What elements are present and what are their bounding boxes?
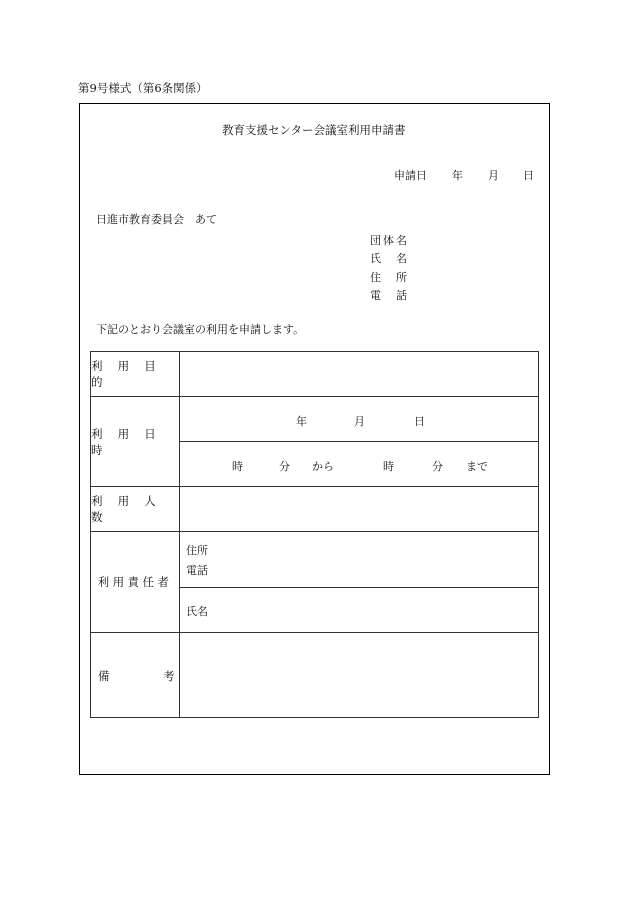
responsible-name-label: 氏名: [186, 605, 208, 618]
time-until-label: まで: [466, 460, 488, 473]
addressee: 日進市教育委員会 あて: [96, 213, 217, 226]
table-row-divider: [179, 441, 538, 442]
applicant-name-label: 氏 名: [370, 252, 407, 265]
datetime-label: 利 用 日 時: [91, 426, 162, 457]
remarks-label-right: 考: [163, 669, 175, 683]
time-minute-from-unit: 分: [279, 460, 290, 473]
time-minute-to-unit: 分: [432, 460, 443, 473]
remarks-field[interactable]: [180, 633, 537, 716]
form-number: 第9号様式（第6条関係）: [78, 81, 208, 95]
usage-table: [90, 351, 539, 718]
time-hour-to-unit: 時: [383, 460, 394, 473]
responsible-address-label: 住所: [186, 544, 208, 557]
purpose-field[interactable]: [180, 353, 537, 395]
responsible-person-label: 利用責任者: [97, 575, 173, 589]
applicant-address-label: 住 所: [370, 271, 407, 284]
application-date-day: 日: [523, 169, 534, 182]
applicant-phone-label: 電 話: [370, 289, 407, 302]
document-title: 教育支援センター会議室利用申請書: [222, 123, 406, 137]
time-hour-from-unit: 時: [232, 460, 243, 473]
date-month-unit: 月: [354, 415, 365, 428]
people-count-label: 利 用 人 数: [91, 494, 162, 524]
people-count-field[interactable]: [180, 488, 537, 530]
date-year-unit: 年: [296, 415, 307, 428]
request-statement: 下記のとおり会議室の利用を申請します。: [96, 323, 305, 336]
application-date-month: 月: [488, 169, 499, 182]
purpose-label: 利 用 目 的: [91, 359, 162, 389]
table-row-divider: [179, 587, 538, 588]
application-date-label: 申請日: [394, 169, 427, 182]
application-date-year: 年: [452, 169, 463, 182]
remarks-label-left: 備: [98, 669, 110, 683]
responsible-phone-label: 電話: [186, 564, 208, 577]
date-day-unit: 日: [414, 415, 425, 428]
time-from-label: から: [312, 460, 334, 473]
applicant-group-name-label: 団 体 名: [370, 234, 407, 247]
